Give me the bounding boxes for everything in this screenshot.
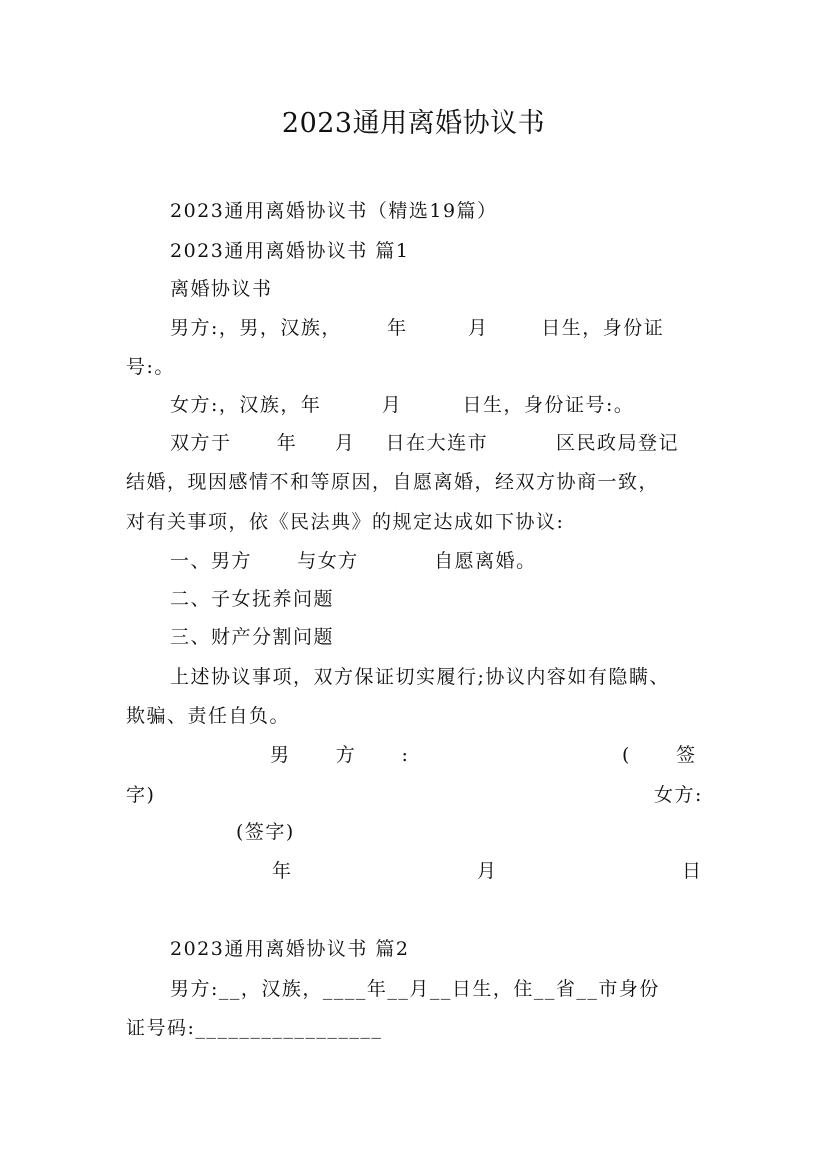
closing-line: 上述协议事项，双方保证切实履行;协议内容如有隐瞒、	[170, 666, 670, 688]
s2-man-info-line: 男方:__，汉族，____年__月__日生，住__省__市身份	[170, 978, 660, 1000]
section1-heading: 2023通用离婚协议书 篇1	[170, 240, 410, 262]
closing-line: 欺骗、责任自负。	[126, 705, 291, 727]
document-title: 2023通用离婚协议书	[281, 108, 546, 139]
clause-1: 一、男方 与女方 自愿离婚。	[170, 550, 537, 572]
signature-woman-sig: (签字)	[236, 821, 295, 843]
agreement-name: 离婚协议书	[170, 278, 273, 300]
signature-woman-label: 女方:	[654, 784, 703, 806]
section2-heading: 2023通用离婚协议书 篇2	[170, 938, 410, 960]
signature-char: 字)	[126, 784, 156, 806]
s2-man-id-line: 证号码:_________________	[126, 1017, 383, 1039]
clause-3: 三、财产分割问题	[170, 626, 335, 648]
document-subtitle: 2023通用离婚协议书（精选19篇）	[170, 200, 498, 222]
man-info-line-cont: 号:。	[126, 356, 175, 378]
clause-2: 二、子女抚养问题	[170, 588, 335, 610]
date-year: 年	[272, 860, 293, 882]
signature-man-label: 男 方 :	[270, 744, 410, 766]
signature-paren-open: ( 签	[622, 744, 697, 766]
marriage-paragraph-line: 对有关事项，依《民法典》的规定达成如下协议:	[126, 511, 565, 533]
marriage-paragraph-line: 结婚，现因感情不和等原因，自愿离婚，经双方协商一致，	[126, 471, 660, 493]
date-month: 月	[477, 860, 498, 882]
woman-info-line: 女方:，汉族，年 月 日生，身份证号:。	[170, 394, 635, 416]
date-day: 日	[682, 860, 703, 882]
man-info-line: 男方:，男，汉族， 年 月 日生，身份证	[170, 317, 665, 339]
marriage-paragraph-line: 双方于 年 月 日在大连市 区民政局登记	[170, 432, 679, 454]
